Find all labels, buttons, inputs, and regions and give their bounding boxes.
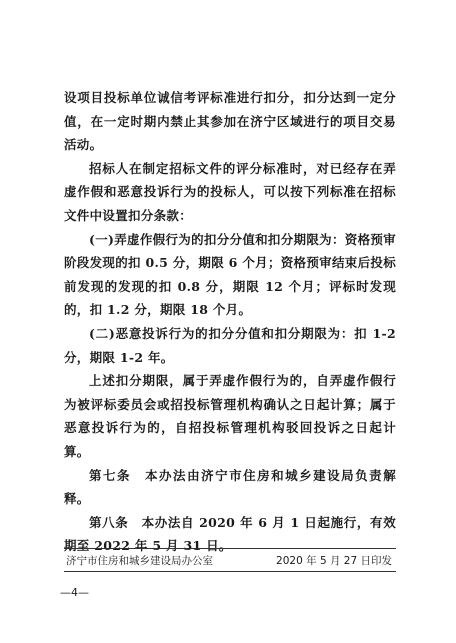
paragraph-continuation: 设项目投标单位诚信考评标准进行扣分，扣分达到一定分值，在一定时期内禁止其参加在济宁区域进行的项目交易活动。 [64,90,396,153]
paragraph-penalty-period: 上述扣分期限，属于弄虚作假行为的，自弄虚作假行为被评标委员会或招投标管理机构确认之日起计算；属于恶意投诉行为的，自招投标管理机构驳回投诉之日起计算。 [64,373,396,459]
issue-date: 2020 年 5 月 27 日印发 [276,554,392,567]
article-eight: 第八条 本办法自 2020 年 6 月 1 日起施行，有效期至 2022 年 5 月 31 日。 [64,514,396,554]
document-body [64,86,396,558]
page-number: —4— [60,586,89,599]
paragraph-scoring-clause: 招标人在制定招标文件的评分标准时，对已经存在弄虚作假和恶意投诉行为的投标人，可以按下列标准在招标文件中设置扣分条款： [64,160,396,223]
issuer-name: 济宁市住房和城乡建设局办公室 [66,554,213,567]
issuance-footer [64,548,396,572]
paragraph-fraud-penalty: (一)弄虚作假行为的扣分分值和扣分期限为：资格预审阶段发现的扣 0.5 分，期限 6 个月；资格预审结束后投标前发现的发现的扣 0.8 分，期限 12 个月；评标时发现的，扣 1.2 分，期限 18 个月。 [64,231,396,318]
footer-row [64,549,396,571]
article-seven: 第七条 本办法由济宁市住房和城乡建设局负责解释。 [64,467,396,507]
paragraph-malicious-complaint-penalty: (二)恶意投诉行为的扣分分值和扣分期限为：扣 1-2 分，期限 1-2 年。 [64,325,396,365]
footer-bottom-rule [64,571,396,572]
